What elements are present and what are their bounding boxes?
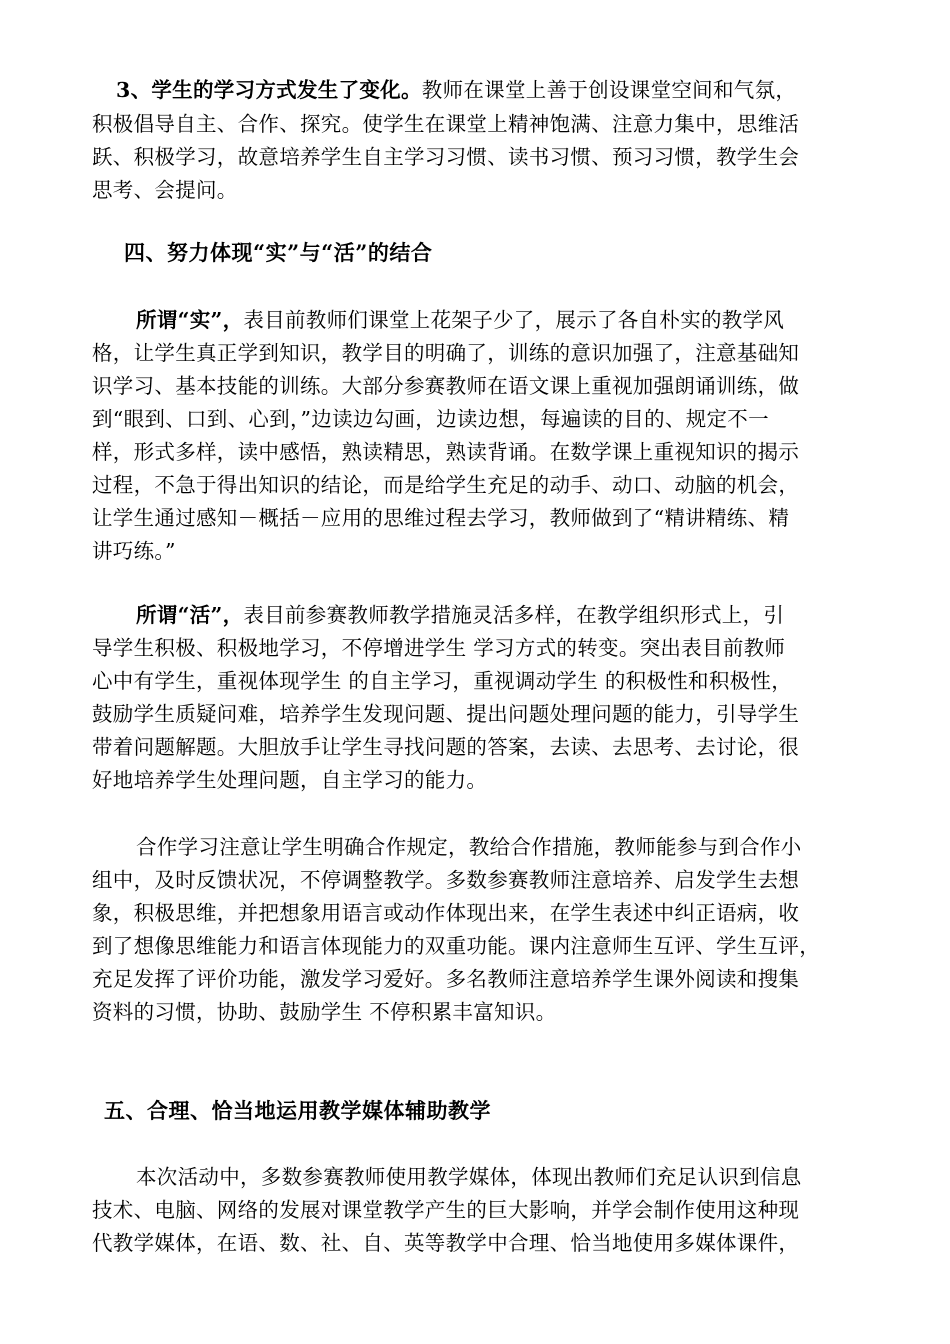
paragraph-line: 本次活动中，多数参赛教师使用教学媒体，体现出教师们充足认识到信息 — [136, 1165, 802, 1189]
paragraph-line — [136, 305, 784, 335]
paragraph-line: 到“眼到、口到、心到，”边读边勾画，边读边想，每遍读的目的、规定不一 — [92, 407, 769, 431]
paragraph-line: 识学习、基本技能的训练。大部分参赛教师在语文课上重视加强朗诵训练，做 — [92, 374, 800, 398]
paragraph-line: 导学生积极、积极地学习，不停增进学生 学习方式的转变。突出表目前教师 — [92, 636, 786, 660]
paragraph-line — [116, 75, 796, 105]
paragraph-text: 表目前教师们课堂上花架子少了，展示了各自朴实的教学风 — [243, 308, 785, 332]
paragraph-line: 象，积极思维，并把想象用语言或动作体现出来，在学生表述中纠正语病，收 — [92, 901, 800, 925]
paragraph-text: 表目前参赛教师教学措施灵活多样，在教学组织形式上，引 — [243, 603, 785, 627]
paragraph-line: 好地培养学生处理问题，自主学习的能力。 — [92, 768, 488, 792]
paragraph-line: 鼓励学生质疑问难，培养学生发现问题、提出问题处理问题的能力，引导学生 — [92, 702, 800, 726]
paragraph-line: 讲巧练。” — [92, 539, 176, 563]
paragraph-text: 教师在课堂上善于创设课堂空间和气氛， — [421, 78, 797, 102]
paragraph-line: 心中有学生，重视体现学生 的自主学习，重视调动学生 的积极性和积极性， — [92, 669, 793, 693]
paragraph-line: 代教学媒体，在语、数、社、自、英等教学中合理、恰当地使用多媒体课件， — [92, 1231, 800, 1255]
paragraph-line: 充足发挥了评价功能，激发学习爱好。多名教师注意培养学生课外阅读和搜集 — [92, 967, 800, 991]
paragraph-line: 格，让学生真正学到知识，教学目的明确了，训练的意识加强了，注意基础知 — [92, 341, 800, 365]
paragraph-line: 合作学习注意让学生明确合作规定，教给合作措施，教师能参与到合作小 — [136, 835, 802, 859]
paragraph-line: 积极倡导自主、合作、探究。使学生在课堂上精神饱满、注意力集中，思维活 — [92, 112, 800, 136]
section-heading: 四、努力体现“实”与“活”的结合 — [124, 240, 433, 265]
paragraph-lead: 3、学生的学习方式发生了变化。 — [116, 78, 422, 102]
paragraph-line: 带着问题解题。大胆放手让学生寻找问题的答案，去读、去思考、去讨论，很 — [92, 735, 800, 759]
paragraph-line: 技术、电脑、网络的发展对课堂教学产生的巨大影响，并学会制作使用这种现 — [92, 1198, 800, 1222]
paragraph-line — [136, 600, 784, 630]
paragraph-lead: 所谓“活”， — [136, 603, 244, 627]
paragraph-line: 样，形式多样，读中感悟，熟读精思，熟读背诵。在数学课上重视知识的揭示 — [92, 440, 800, 464]
paragraph-line: 让学生通过感知－概括－应用的思维过程去学习，教师做到了“精讲精练、精 — [92, 506, 790, 530]
section-heading: 五、合理、恰当地运用教学媒体辅助教学 — [104, 1098, 491, 1123]
paragraph-line: 组中，及时反馈状况，不停调整教学。多数参赛教师注意培养、启发学生去想 — [92, 868, 800, 892]
paragraph-line: 过程，不急于得出知识的结论，而是给学生充足的动手、动口、动脑的机会， — [92, 473, 800, 497]
paragraph-lead: 所谓“实”， — [136, 308, 244, 332]
paragraph-line: 思考、会提问。 — [92, 178, 238, 202]
paragraph-line: 资料的习惯，协助、鼓励学生 不停积累丰富知识。 — [92, 1000, 557, 1024]
paragraph-line: 到了想像思维能力和语言体现能力的双重功能。课内注意师生互评、学生互评， — [92, 934, 820, 958]
paragraph-line: 跃、积极学习，故意培养学生自主学习习惯、读书习惯、预习习惯，教学生会 — [92, 145, 800, 169]
